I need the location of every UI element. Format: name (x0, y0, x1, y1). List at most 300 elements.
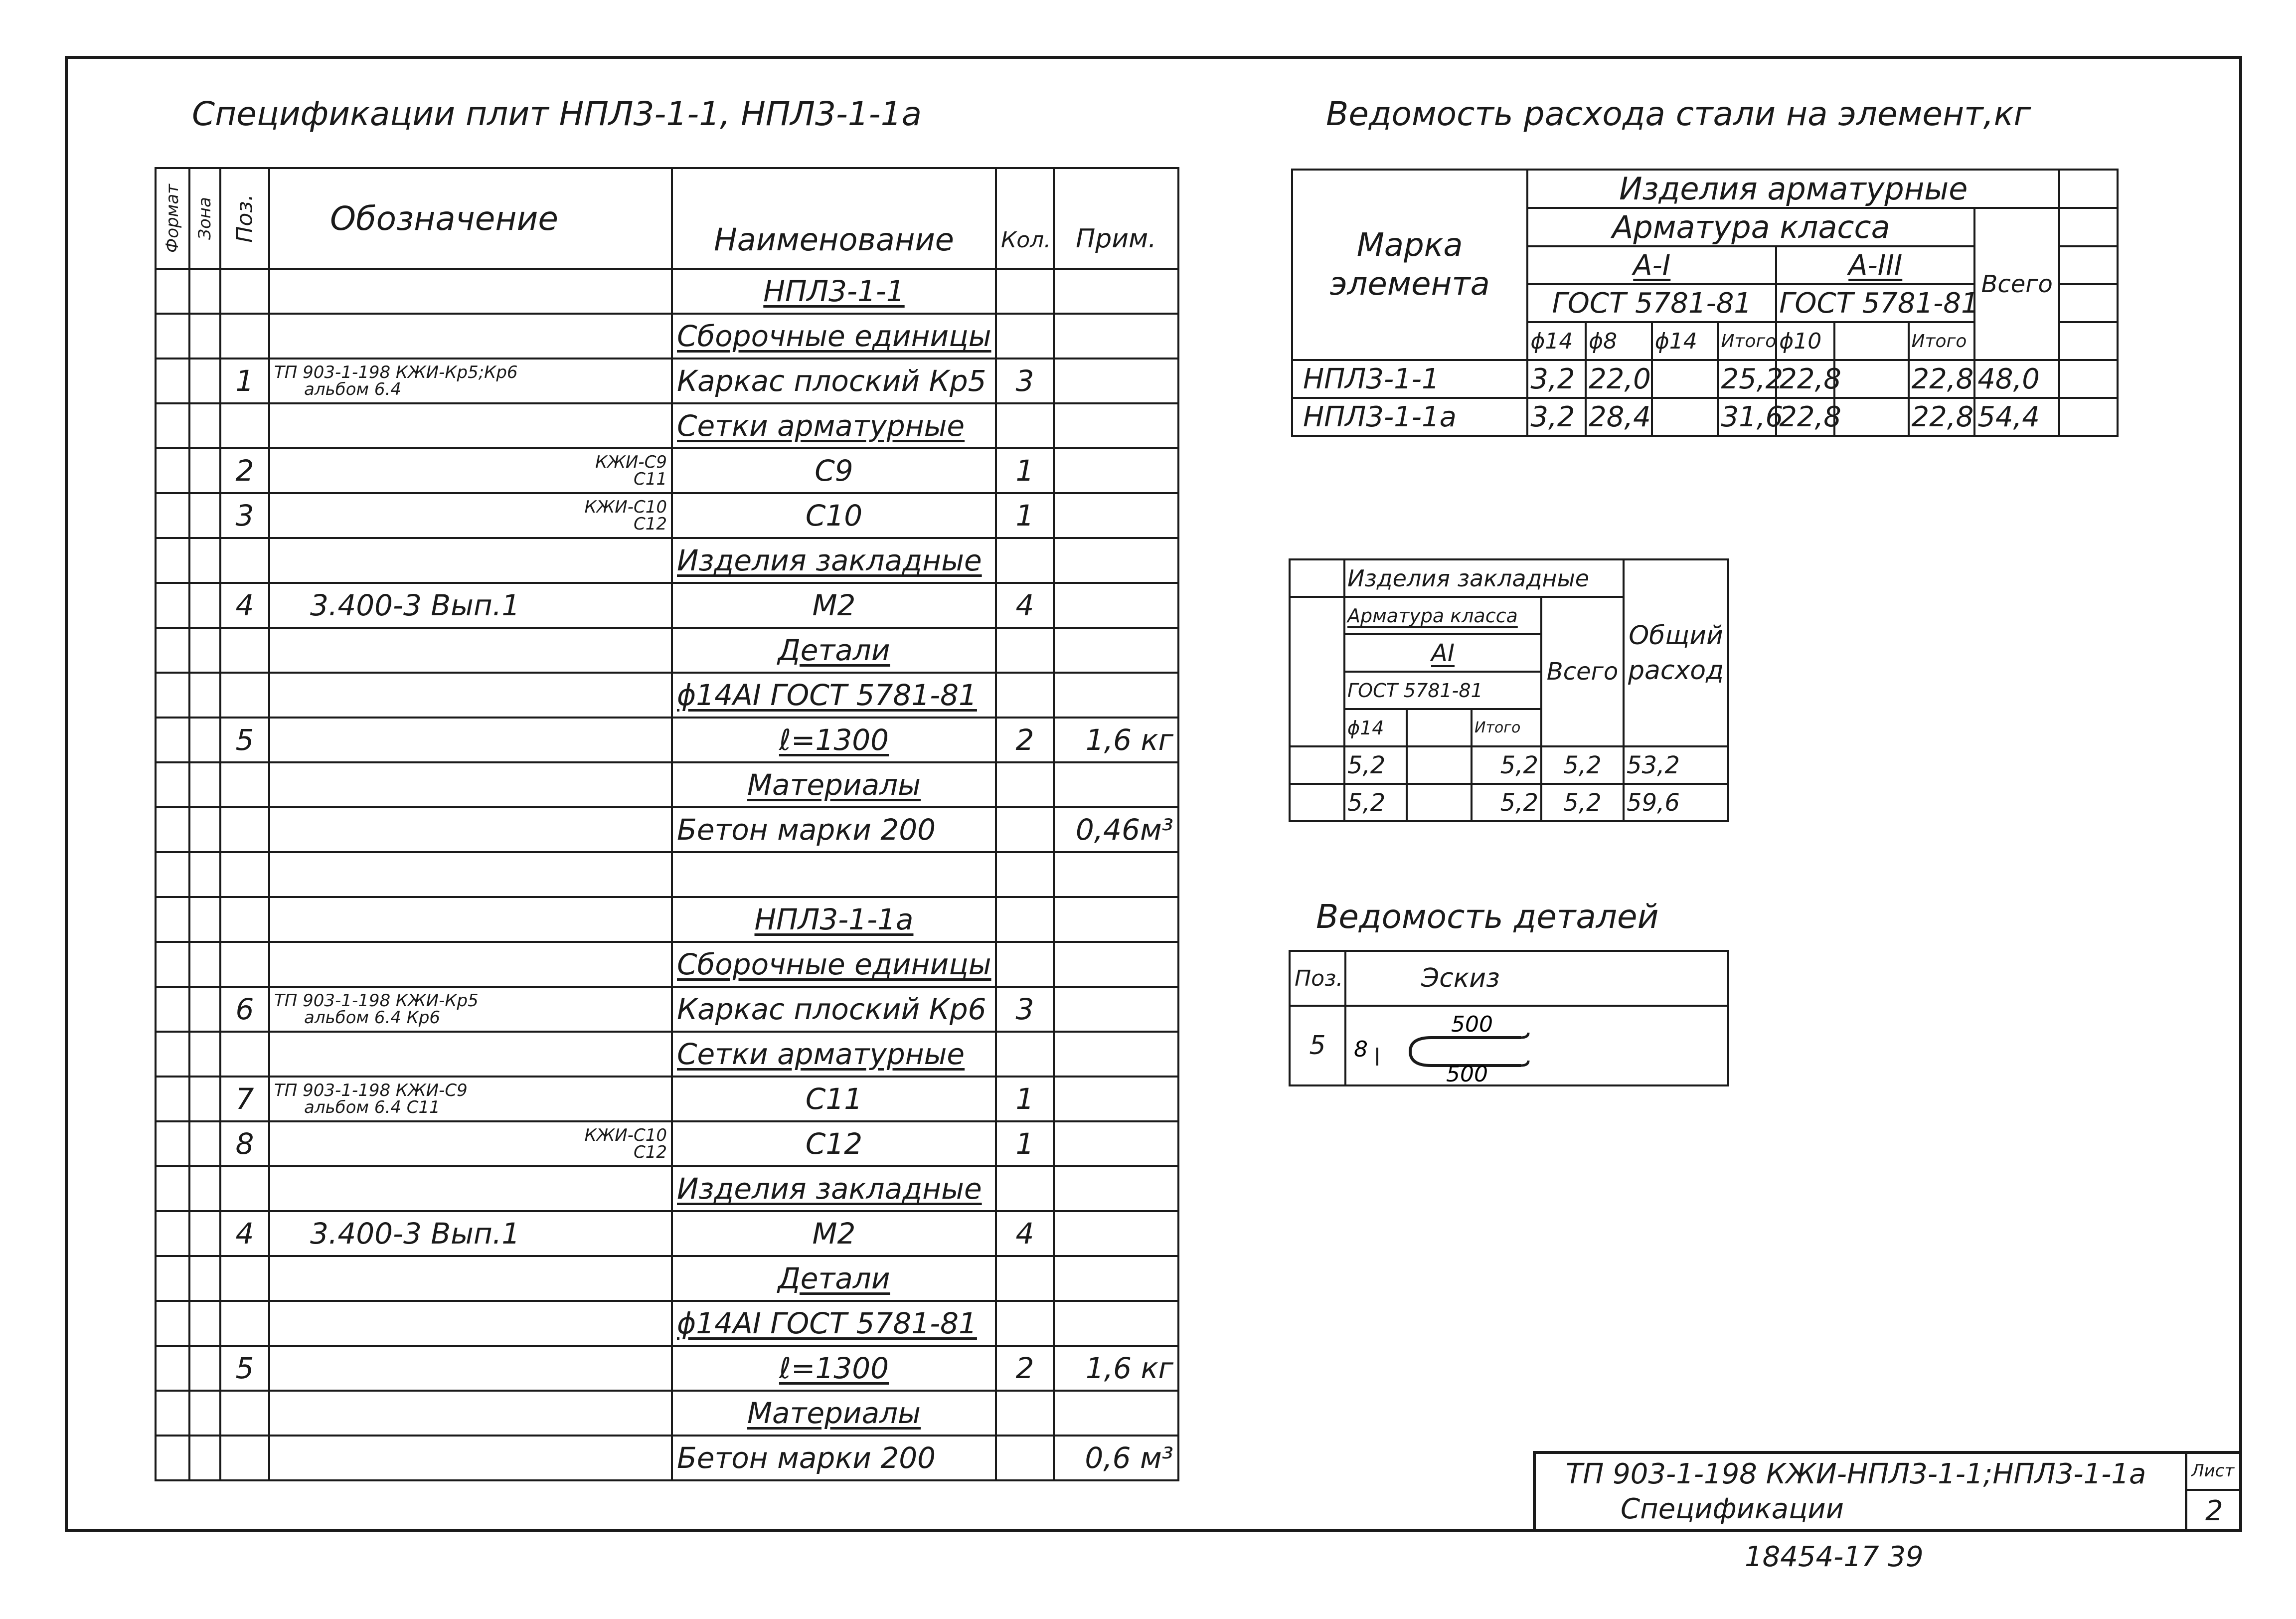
name-text: ϕ14АI ГОСТ 5781-81 (677, 678, 977, 712)
designation-cell (269, 852, 672, 897)
details-pos: 5 (1290, 1006, 1345, 1085)
pos-cell (220, 1032, 269, 1077)
zone-cell (189, 1077, 220, 1121)
name-text: С9 (815, 454, 853, 488)
format-cell (156, 1211, 189, 1256)
name-text: ℓ=1300 (779, 723, 889, 757)
qty-cell (996, 269, 1054, 314)
name-text: Каркас плоский Кр6 (677, 992, 986, 1026)
name-cell (672, 269, 996, 314)
spec-row (156, 987, 1178, 1032)
format-cell (156, 538, 189, 583)
zone-cell (189, 897, 220, 942)
spec-row (156, 448, 1178, 493)
format-cell (156, 1391, 189, 1436)
zone-cell (189, 1032, 220, 1077)
pos-cell (220, 852, 269, 897)
designation-line-bottom: альбом 6.4 (304, 379, 401, 399)
spec-row (156, 807, 1178, 852)
note-cell: 1,6 кг (1054, 1346, 1178, 1391)
zone-cell (189, 493, 220, 538)
zone-cell (189, 852, 220, 897)
note-cell (1054, 583, 1178, 628)
note-cell (1054, 538, 1178, 583)
details-sketch-header: Эскиз (1345, 951, 1728, 1006)
designation-cell (269, 673, 672, 718)
designation-line-top: КЖИ-С9 (595, 452, 667, 472)
spec-table (155, 167, 1179, 1481)
format-cell (156, 897, 189, 942)
zone-cell (189, 1436, 220, 1480)
format-cell (156, 673, 189, 718)
spec-row (156, 1211, 1178, 1256)
designation-line-bottom: С12 (633, 514, 667, 534)
pos-cell (220, 1391, 269, 1436)
pos-cell (220, 897, 269, 942)
emb-row: 5,2 5,2 5,2 59,6 (1290, 784, 1728, 821)
header-pos: Поз. (220, 168, 269, 269)
designation-cell (269, 1166, 672, 1211)
qty-cell (996, 942, 1054, 987)
zone-cell (189, 538, 220, 583)
spec-row (156, 1301, 1178, 1346)
note-cell (1054, 1391, 1178, 1436)
header-designation: Обозначение (269, 168, 672, 269)
qty-cell: 2 (996, 1346, 1054, 1391)
pos-cell (220, 1256, 269, 1301)
spec-row (156, 1032, 1178, 1077)
steel-diam-2: ϕ8 (1586, 322, 1652, 360)
name-cell (672, 1391, 996, 1436)
format-cell (156, 852, 189, 897)
designation-line-top: ТП 903-1-198 КЖИ-С9 (274, 1080, 468, 1100)
spec-row (156, 762, 1178, 807)
spec-row (156, 1166, 1178, 1211)
name-cell (672, 1077, 996, 1121)
zone-cell (189, 1301, 220, 1346)
spec-row (156, 403, 1178, 448)
qty-cell: 1 (996, 1121, 1054, 1166)
name-cell (672, 987, 996, 1032)
steel-class-a3: А-III (1776, 246, 1974, 284)
name-text: М2 (812, 1217, 856, 1251)
format-cell (156, 762, 189, 807)
designation-cell (269, 987, 672, 1032)
name-text: Каркас плоский Кр5 (677, 364, 986, 398)
note-cell (1054, 628, 1178, 673)
spec-row (156, 1077, 1178, 1121)
zone-cell (189, 1346, 220, 1391)
spec-row (156, 1256, 1178, 1301)
format-cell (156, 314, 189, 359)
steel-diam-6 (1834, 322, 1909, 360)
qty-cell (996, 673, 1054, 718)
zone-cell (189, 628, 220, 673)
format-cell (156, 1301, 189, 1346)
pos-cell: 8 (220, 1121, 269, 1166)
format-cell (156, 1436, 189, 1480)
pos-cell: 3 (220, 493, 269, 538)
qty-cell: 1 (996, 448, 1054, 493)
designation-cell (269, 314, 672, 359)
header-zone: Зона (189, 168, 220, 269)
designation-line-bottom: альбом 6.4 Кр6 (304, 1008, 441, 1028)
format-cell (156, 1032, 189, 1077)
name-cell (672, 1436, 996, 1480)
name-cell (672, 762, 996, 807)
qty-cell (996, 1436, 1054, 1480)
pos-cell (220, 673, 269, 718)
title-block (1533, 1451, 2242, 1532)
steel-row: НПЛ3-1-1а 3,2 28,4 31,6 22,8 22,8 54,4 (1292, 398, 2118, 436)
designation-cell (269, 1121, 672, 1166)
steel-gost-1: ГОСТ 5781-81 (1527, 284, 1776, 322)
name-cell (672, 1346, 996, 1391)
name-text: Материалы (747, 1396, 921, 1430)
zone-cell (189, 1166, 220, 1211)
steel-row: НПЛ3-1-1 3,2 22,0 25,2 22,8 22,8 48,0 (1292, 360, 2118, 398)
designation-cell (269, 1301, 672, 1346)
zone-cell (189, 1211, 220, 1256)
qty-cell (996, 1166, 1054, 1211)
steel-diam-5: ϕ10 (1776, 322, 1834, 360)
format-cell (156, 1166, 189, 1211)
name-cell (672, 1166, 996, 1211)
name-text: Детали (778, 633, 890, 667)
format-cell (156, 987, 189, 1032)
pos-cell (220, 269, 269, 314)
name-cell (672, 359, 996, 403)
qty-cell (996, 762, 1054, 807)
pos-cell: 5 (220, 718, 269, 762)
name-text: М2 (812, 588, 856, 622)
emb-products-header: Изделия закладные (1344, 559, 1624, 597)
format-cell (156, 359, 189, 403)
note-cell (1054, 448, 1178, 493)
zone-cell (189, 942, 220, 987)
steel-title: Ведомость расхода стали на элемент,кг (1326, 95, 2031, 133)
header-note: Прим. (1054, 168, 1178, 269)
pos-cell: 2 (220, 448, 269, 493)
designation-line-top: КЖИ-С10 (584, 497, 667, 517)
designation-cell (269, 897, 672, 942)
qty-cell (996, 852, 1054, 897)
note-cell: 0,6 м³ (1054, 1436, 1178, 1480)
name-text: ℓ=1300 (779, 1351, 889, 1385)
zone-cell (189, 1121, 220, 1166)
pos-cell: 4 (220, 1211, 269, 1256)
note-cell (1054, 1166, 1178, 1211)
zone-cell (189, 1256, 220, 1301)
designation-cell (269, 718, 672, 762)
name-text: НПЛ3-1-1 (763, 274, 905, 308)
name-text: Детали (778, 1261, 890, 1295)
designation-cell (269, 493, 672, 538)
note-cell (1054, 314, 1178, 359)
emb-armclass-header: Арматура класса (1344, 597, 1541, 634)
details-table (1289, 950, 1729, 1086)
name-cell (672, 628, 996, 673)
pos-cell (220, 1166, 269, 1211)
spec-title: Спецификации плит НПЛ3-1-1, НПЛ3-1-1а (192, 95, 922, 133)
qty-cell (996, 1256, 1054, 1301)
zone-cell (189, 448, 220, 493)
designation-cell: 3.400-3 Вып.1 (269, 583, 672, 628)
name-cell (672, 403, 996, 448)
qty-cell: 2 (996, 718, 1054, 762)
name-text: С10 (805, 499, 863, 533)
name-cell (672, 897, 996, 942)
zone-cell (189, 1391, 220, 1436)
note-cell (1054, 762, 1178, 807)
details-sketch (1345, 1006, 1728, 1085)
note-cell (1054, 1256, 1178, 1301)
designation-cell (269, 269, 672, 314)
spec-row (156, 718, 1178, 762)
steel-class-a1: А-I (1527, 246, 1776, 284)
note-cell (1054, 1121, 1178, 1166)
note-cell (1054, 942, 1178, 987)
name-cell (672, 314, 996, 359)
qty-cell (996, 897, 1054, 942)
designation-cell (269, 762, 672, 807)
format-cell (156, 1346, 189, 1391)
details-title: Ведомость деталей (1316, 898, 1659, 936)
qty-cell: 4 (996, 583, 1054, 628)
note-cell (1054, 1301, 1178, 1346)
zone-cell (189, 403, 220, 448)
designation-line-top: ТП 903-1-198 КЖИ-Кр5;Кр6 (274, 362, 518, 382)
designation-cell (269, 1032, 672, 1077)
name-cell (672, 538, 996, 583)
qty-cell (996, 538, 1054, 583)
pos-cell (220, 538, 269, 583)
designation-cell (269, 942, 672, 987)
format-cell (156, 448, 189, 493)
stamp-code: ТП 903-1-198 КЖИ-НПЛ3-1-1;НПЛ3-1-1а (1566, 1458, 2146, 1490)
sheet-box (2185, 1454, 2242, 1532)
name-cell (672, 718, 996, 762)
format-cell (156, 942, 189, 987)
pos-cell (220, 942, 269, 987)
steel-products-header: Изделия арматурные (1527, 170, 2059, 208)
note-cell (1054, 359, 1178, 403)
qty-cell (996, 1301, 1054, 1346)
note-cell (1054, 987, 1178, 1032)
designation-line-bottom: С12 (633, 1142, 667, 1162)
note-cell (1054, 493, 1178, 538)
pos-cell: 5 (220, 1346, 269, 1391)
name-cell (672, 1256, 996, 1301)
name-text: Изделия закладные (677, 1172, 982, 1206)
pos-cell (220, 762, 269, 807)
name-cell (672, 493, 996, 538)
note-cell (1054, 269, 1178, 314)
qty-cell: 3 (996, 987, 1054, 1032)
note-cell: 1,6 кг (1054, 718, 1178, 762)
spec-row (156, 1121, 1178, 1166)
designation-cell (269, 403, 672, 448)
format-cell (156, 1121, 189, 1166)
pos-cell: 7 (220, 1077, 269, 1121)
zone-cell (189, 269, 220, 314)
spec-row (156, 314, 1178, 359)
name-text: Сетки арматурные (677, 409, 965, 443)
zone-cell (189, 359, 220, 403)
format-cell (156, 583, 189, 628)
emb-class-a1: АI (1344, 634, 1541, 672)
name-cell (672, 673, 996, 718)
spec-row (156, 673, 1178, 718)
steel-table (1291, 169, 2119, 437)
pos-cell: 4 (220, 583, 269, 628)
emb-general-header: Общий расход (1624, 559, 1728, 746)
name-text: Изделия закладные (677, 543, 982, 577)
format-cell (156, 628, 189, 673)
designation-line-bottom: альбом 6.4 С11 (304, 1097, 440, 1117)
qty-cell (996, 1391, 1054, 1436)
qty-cell: 4 (996, 1211, 1054, 1256)
name-cell (672, 942, 996, 987)
pos-cell (220, 807, 269, 852)
steel-diam-1: ϕ14 (1527, 322, 1586, 360)
designation-cell (269, 628, 672, 673)
name-cell (672, 1121, 996, 1166)
name-cell (672, 1301, 996, 1346)
spec-row (156, 1436, 1178, 1480)
name-text: Сборочные единицы (677, 319, 991, 353)
emb-subtotal: Итого (1472, 709, 1541, 746)
designation-cell (269, 359, 672, 403)
designation-line-top: КЖИ-С10 (584, 1125, 667, 1145)
steel-armclass-header: Арматура класса (1527, 208, 1974, 246)
dim-top: 500 (1451, 1012, 1493, 1037)
steel-subtotal-1: Итого (1718, 322, 1776, 360)
qty-cell (996, 403, 1054, 448)
spec-row (156, 628, 1178, 673)
name-cell (672, 1032, 996, 1077)
qty-cell (996, 314, 1054, 359)
name-text: С11 (805, 1082, 863, 1116)
designation-cell (269, 1077, 672, 1121)
zone-cell (189, 762, 220, 807)
pos-cell (220, 1436, 269, 1480)
name-cell (672, 583, 996, 628)
zone-cell (189, 718, 220, 762)
note-cell (1054, 1032, 1178, 1077)
qty-cell: 1 (996, 1077, 1054, 1121)
designation-cell (269, 448, 672, 493)
qty-cell: 1 (996, 493, 1054, 538)
name-cell (672, 448, 996, 493)
format-cell (156, 403, 189, 448)
designation-cell (269, 538, 672, 583)
emb-total-header: Всего (1541, 597, 1624, 746)
note-cell (1054, 852, 1178, 897)
pos-cell (220, 1301, 269, 1346)
hairpin-bar-sketch (1346, 1007, 1725, 1087)
steel-gost-2: ГОСТ 5781-81 (1776, 284, 1974, 322)
steel-subtotal-2: Итого (1909, 322, 1975, 360)
spec-row (156, 1391, 1178, 1436)
name-cell (672, 852, 996, 897)
dim-side: 8 (1354, 1037, 1368, 1062)
header-name: Наименование (672, 168, 996, 269)
designation-cell (269, 1256, 672, 1301)
format-cell (156, 269, 189, 314)
spec-row (156, 269, 1178, 314)
name-text: ϕ14АI ГОСТ 5781-81 (677, 1306, 977, 1340)
spec-row (156, 493, 1178, 538)
designation-cell (269, 807, 672, 852)
name-text: Сборочные единицы (677, 947, 991, 981)
pos-cell (220, 628, 269, 673)
qty-cell: 3 (996, 359, 1054, 403)
name-text: Бетон марки 200 (677, 1441, 936, 1475)
designation-cell (269, 1346, 672, 1391)
name-text: Бетон марки 200 (677, 813, 936, 847)
note-cell: 0,46м³ (1054, 807, 1178, 852)
note-cell (1054, 673, 1178, 718)
format-cell (156, 718, 189, 762)
header-format: Формат (156, 168, 189, 269)
sheet-label: Лист (2191, 1461, 2235, 1481)
emb-gost: ГОСТ 5781-81 (1344, 672, 1541, 709)
name-text: С12 (805, 1127, 863, 1161)
embedded-table (1289, 558, 1729, 822)
note-cell (1054, 897, 1178, 942)
note-cell (1054, 1077, 1178, 1121)
pos-cell: 1 (220, 359, 269, 403)
spec-row (156, 583, 1178, 628)
name-text: Сетки арматурные (677, 1037, 965, 1071)
qty-cell (996, 628, 1054, 673)
designation-cell (269, 1436, 672, 1480)
zone-cell (189, 807, 220, 852)
format-cell (156, 807, 189, 852)
name-cell (672, 1211, 996, 1256)
header-qty: Кол. (996, 168, 1054, 269)
format-cell (156, 1256, 189, 1301)
designation-cell (269, 1391, 672, 1436)
emb-row: 5,2 5,2 5,2 53,2 (1290, 746, 1728, 784)
archive-number: 18454-17 39 (1745, 1541, 1924, 1573)
stamp-name: Спецификации (1621, 1493, 1844, 1525)
spec-row (156, 538, 1178, 583)
spec-row (156, 942, 1178, 987)
zone-cell (189, 314, 220, 359)
zone-cell (189, 583, 220, 628)
qty-cell (996, 1032, 1054, 1077)
sheet-number: 2 (2205, 1495, 2223, 1527)
steel-total-header: Всего (1974, 208, 2059, 360)
format-cell (156, 493, 189, 538)
spec-row (156, 359, 1178, 403)
designation-line-bottom: С11 (633, 469, 667, 489)
name-text: НПЛ3-1-1а (754, 902, 914, 936)
note-cell (1054, 1211, 1178, 1256)
steel-diam-3: ϕ14 (1652, 322, 1718, 360)
spec-row (156, 1346, 1178, 1391)
spec-row (156, 897, 1178, 942)
emb-diam-1: ϕ14 (1344, 709, 1407, 746)
spec-header-row (156, 168, 1178, 269)
qty-cell (996, 807, 1054, 852)
designation-cell: 3.400-3 Вып.1 (269, 1211, 672, 1256)
designation-line-top: ТП 903-1-198 КЖИ-Кр5 (274, 991, 479, 1011)
note-cell (1054, 403, 1178, 448)
zone-cell (189, 673, 220, 718)
